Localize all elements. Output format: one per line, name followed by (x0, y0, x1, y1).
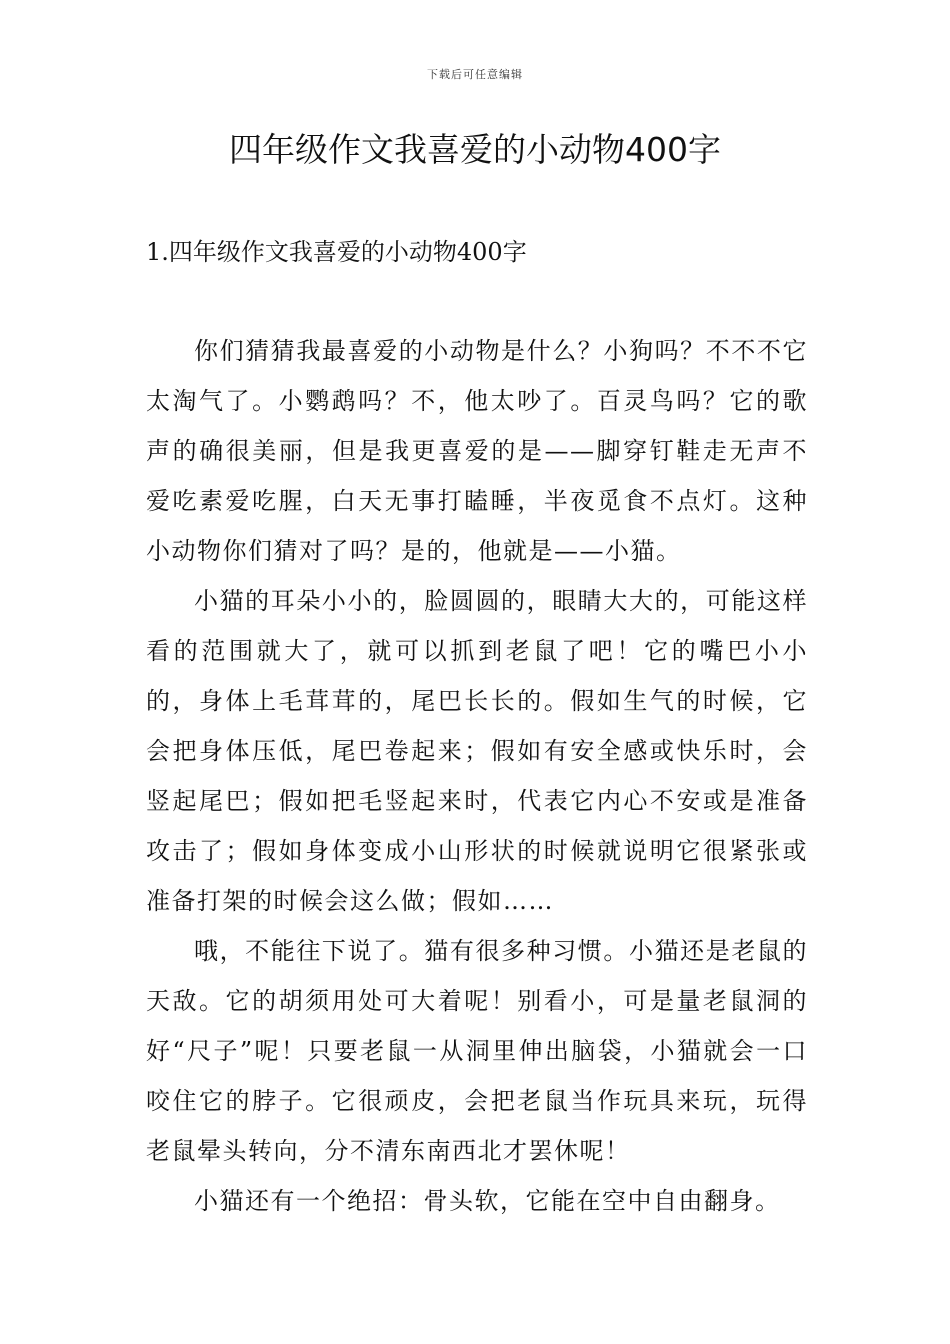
paragraph: 哦，不能往下说了。猫有很多种习惯。小猫还是老鼠的天敌。它的胡须用处可大着呢！别看小，可是量老鼠洞的好“尺子”呢！只要老鼠一从洞里伸出脑袋，小猫就会一口咬住它的脖子。它很顽皮，会把老鼠当作玩具来玩，玩得老鼠晕头转向，分不清东南西北才罢休呢！ (146, 937, 808, 1165)
essay-body (146, 326, 808, 1226)
paragraph: 小猫的耳朵小小的，脸圆圆的，眼睛大大的，可能这样看的范围就大了，就可以抓到老鼠了吧！它的嘴巴小小的，身体上毛茸茸的，尾巴长长的。假如生气的时候，它会把身体压低，尾巴卷起来；假如有安全感或快乐时，会竖起尾巴；假如把毛竖起来时，代表它内心不安或是准备攻击了；假如身体变成小山形状的时候就说明它很紧张或准备打架的时候会这么做；假如…… (146, 587, 808, 915)
section-heading: 1.四年级作文我喜爱的小动物400字 (146, 238, 527, 266)
paragraph: 你们猜猜我最喜爱的小动物是什么？小狗吗？不不不它太淘气了。小鹦鹉吗？不，他太吵了。百灵鸟吗？它的歌声的确很美丽，但是我更喜爱的是——脚穿钉鞋走无声不爱吃素爱吃腥，白天无事打瞌睡，半夜觅食不点灯。这种小动物你们猜对了吗？是的，他就是——小猫。 (146, 337, 808, 565)
paragraph: 小猫还有一个绝招：骨头软，它能在空中自由翻身。 (194, 1187, 781, 1215)
header-note: 下载后可任意编辑 (427, 68, 523, 81)
document-title: 四年级作文我喜爱的小动物400字 (229, 130, 721, 169)
